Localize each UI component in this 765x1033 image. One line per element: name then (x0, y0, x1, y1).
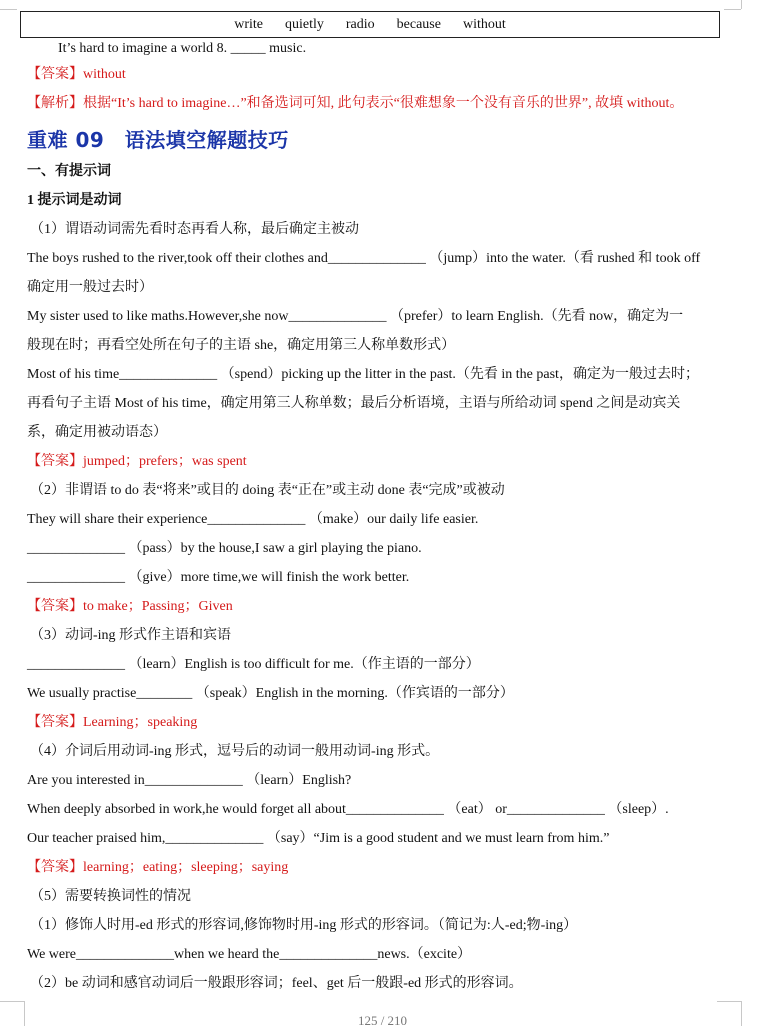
answer-line: 【答案】learning；eating；sleeping；saying (27, 860, 289, 875)
corner-mark-br-h (717, 1001, 741, 1002)
subheading-hint-words: 一、有提示词 (27, 164, 111, 179)
word-bank-item: write (234, 16, 263, 32)
exercise-line: When deeply absorbed in work,he would forget all about______________ （eat） or______________ （sleep）. (27, 802, 669, 817)
section-title: 重难 09 语法填空解题技巧 (27, 128, 289, 152)
answer-line: 【答案】without (27, 67, 126, 82)
exercise-line: ______________ （learn）English is too difficult for me.（作主语的一部分） (27, 657, 480, 672)
intro-sentence: It’s hard to imagine a world 8. _____ music. (58, 41, 307, 56)
answer-line: 【答案】to make；Passing；Given (27, 599, 233, 614)
exercise-line: 再看句子主语 Most of his time，确定用第三人称单数；最后分析语境，主语与所给动词 spend 之间是动宾关 (27, 396, 681, 411)
exercise-line: We were______________when we heard the______________news.（excite） (27, 947, 472, 962)
exercise-line: ______________ （pass）by the house,I saw a girl playing the piano. (27, 541, 422, 556)
exercise-line: ______________ （give）more time,we will finish the work better. (27, 570, 410, 585)
exercise-line: Are you interested in______________ （learn）English? (27, 773, 352, 788)
exercise-line: Our teacher praised him,______________ （say）“Jim is a good student and we must learn from him.” (27, 831, 610, 846)
rule-text: （4）介词后用动词-ing 形式，逗号后的动词一般用动词-ing 形式。 (30, 744, 440, 759)
corner-mark-tr-v (741, 0, 742, 9)
rule-text: （1）修饰人时用-ed 形式的形容词,修饰物时用-ing 形式的形容词。（简记为:人-ed;物-ing） (30, 918, 578, 933)
rule-text: （2）非谓语 to do 表“将来”或目的 doing 表“正在”或主动 done 表“完成”或被动 (30, 483, 505, 498)
exercise-line: Most of his time______________ （spend）picking up the litter in the past.（先看 in the past，确定为一般过去时； (27, 367, 699, 382)
rule-text: （5）需要转换词性的情况 (30, 889, 191, 904)
word-bank-box (20, 11, 720, 38)
corner-mark-tl-h (0, 9, 17, 10)
rule-text: （2）be 动词和感官动词后一般跟形容词；feel、get 后一般跟-ed 形式的形容词。 (30, 976, 523, 991)
word-bank-item: quietly (285, 16, 324, 32)
rule-text: （1）谓语动词需先看时态再看人称，最后确定主被动 (30, 222, 359, 237)
subheading-verb: 1 提示词是动词 (27, 193, 122, 208)
analysis-line: 【解析】根据“It’s hard to imagine…”和备选词可知, 此句表示“很难想象一个没有音乐的世界”, 故填 without。 (27, 96, 684, 111)
answer-line: 【答案】Learning；speaking (27, 715, 198, 730)
answer-line: 【答案】jumped；prefers；was spent (27, 454, 247, 469)
corner-mark-tr-h (724, 9, 741, 10)
word-bank-item: radio (345, 16, 375, 32)
exercise-line: The boys rushed to the river,took off their clothes and______________ （jump）into the water.（看 rushed 和 took off (27, 251, 701, 266)
exercise-line: We usually practise________ （speak）English in the morning.（作宾语的一部分） (27, 686, 514, 701)
word-bank-item: without (462, 16, 506, 32)
exercise-line: 般现在时；再看空处所在句子的主语 she，确定用第三人称单数形式） (27, 338, 456, 353)
exercise-line: 系，确定用被动语态） (27, 425, 167, 440)
corner-mark-bl-h (0, 1001, 24, 1002)
exercise-line: My sister used to like maths.However,she now______________ （prefer）to learn English.（先看 now，确定为一 (27, 309, 684, 324)
word-bank-item: because (396, 16, 441, 32)
rule-text: （3）动词-ing 形式作主语和宾语 (30, 628, 232, 643)
page-number: 125 / 210 (357, 1013, 408, 1028)
exercise-line: 确定用一般过去时） (27, 280, 153, 295)
exercise-line: They will share their experience______________ （make）our daily life easier. (27, 512, 479, 527)
